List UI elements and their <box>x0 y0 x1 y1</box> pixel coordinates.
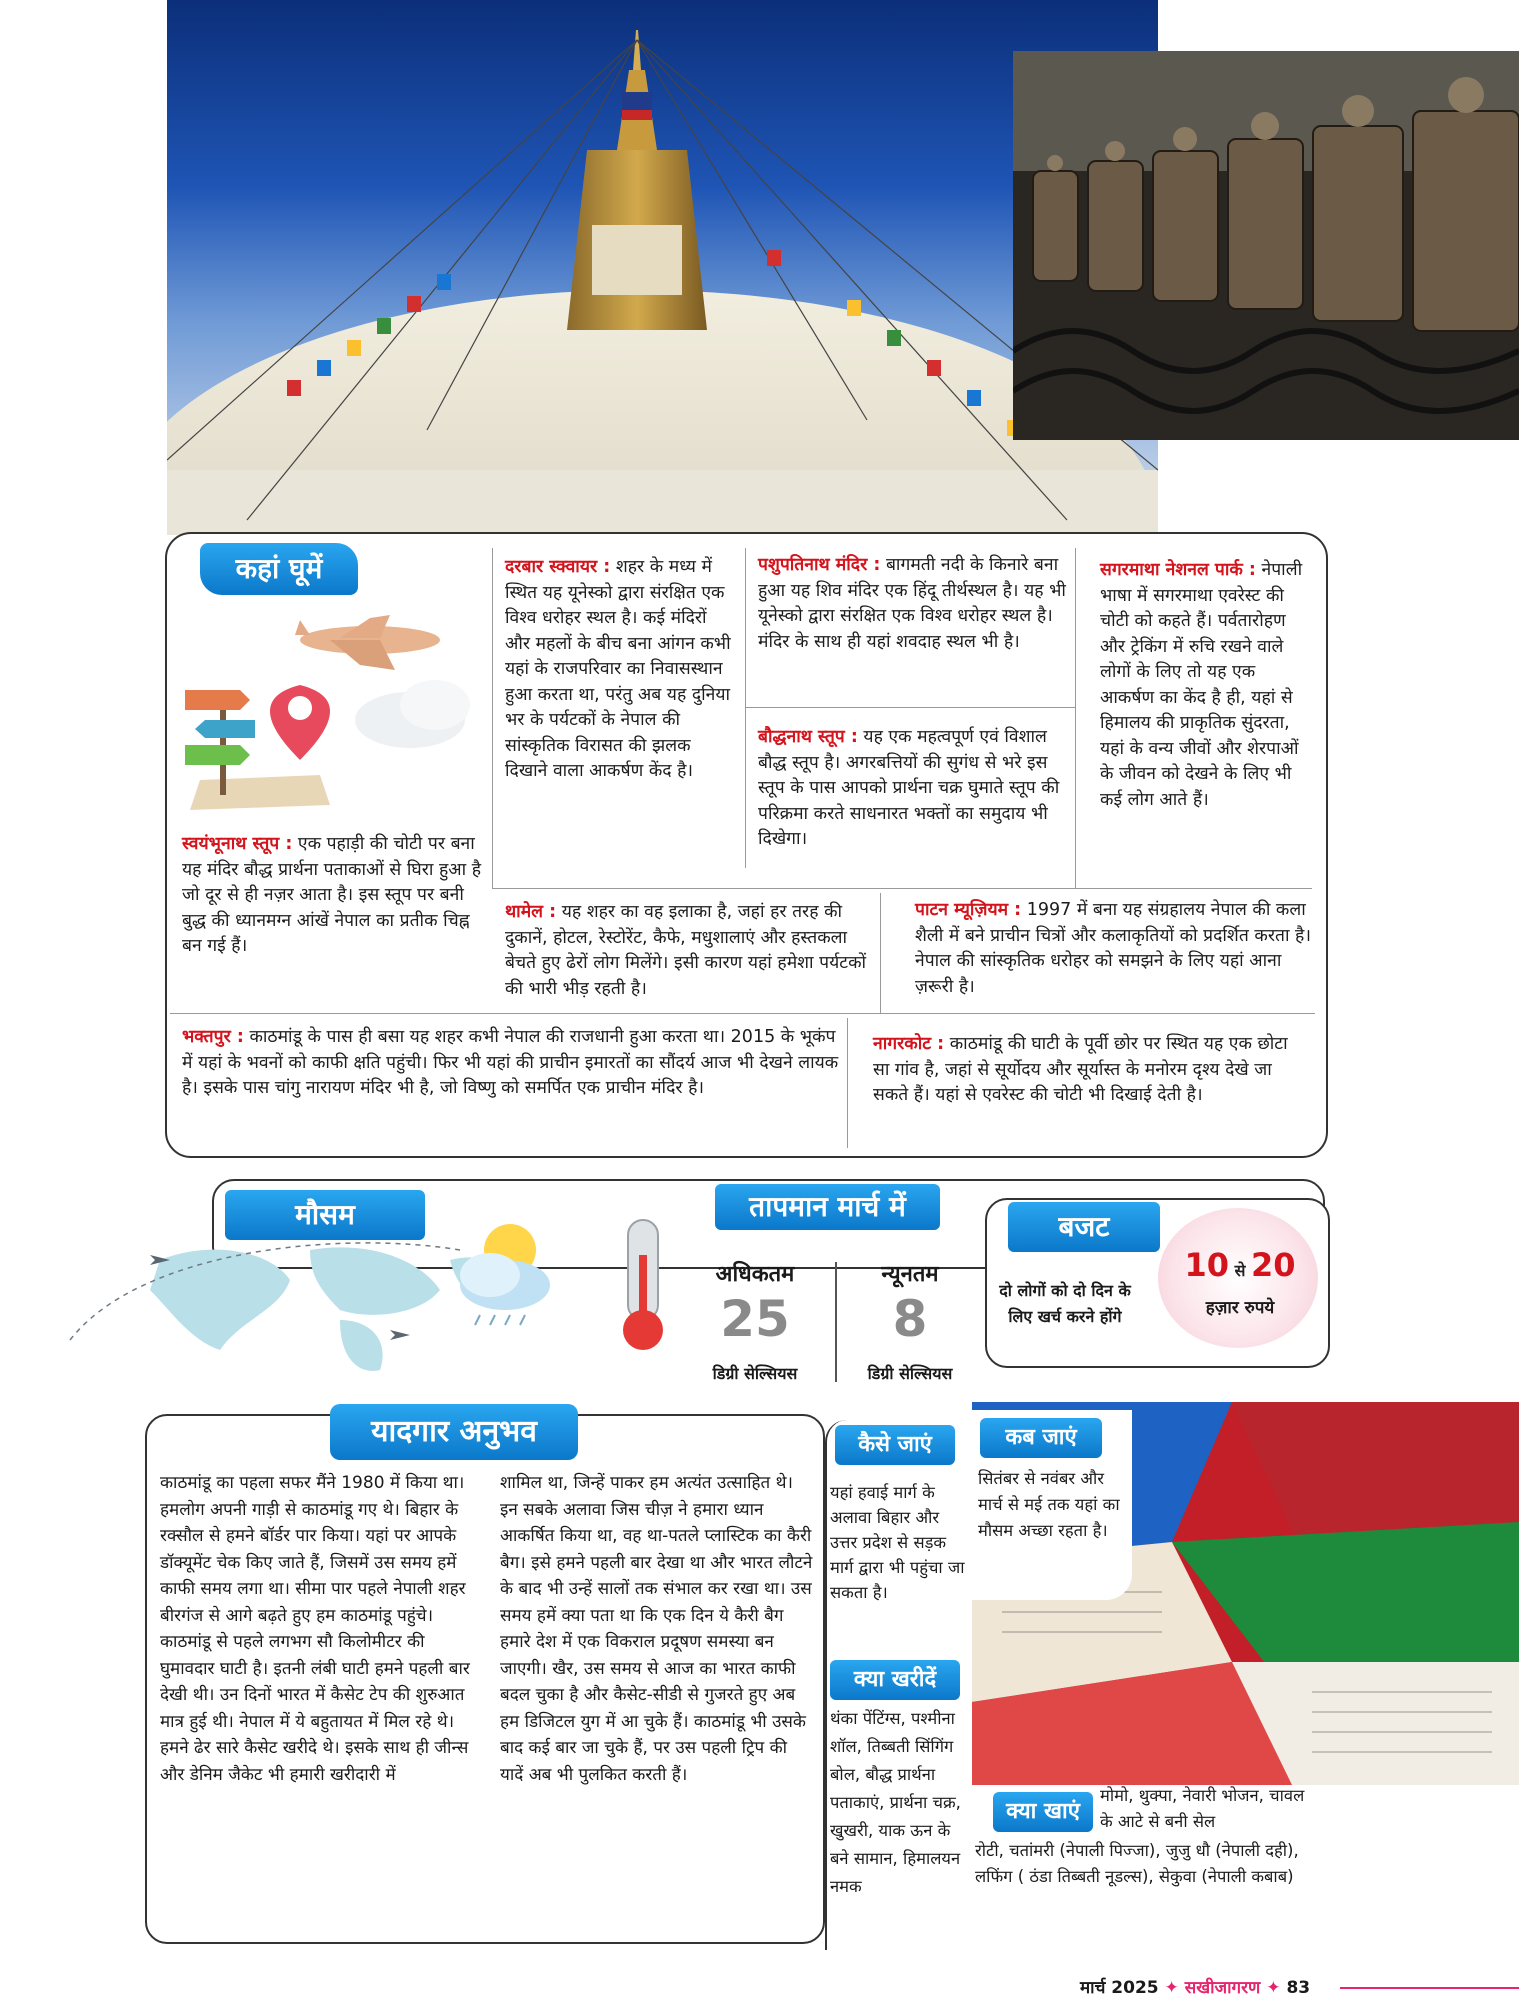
attraction-sagarmatha: सगरमाथा नेशनल पार्क : नेपाली भाषा में सगरमाथा एवरेस्ट की चोटी को कहते हैं। पर्वतारोहण और ट्रेकिंग में रुचि रखने वाले लोगों के लिए तो यह एक आकर्षण का केंद है ही, यहां से हिमालय की प्राकृतिक सुंदरता, यहां के वन्य जीवों और शेरपाओं के जीवन को देखने के लिए भी कई लोग आते हैं। <box>1100 560 1303 810</box>
attraction-text: नेपाली भाषा में सगरमाथा एवरेस्ट की चोटी को कहते हैं। पर्वतारोहण और ट्रेकिंग में रुचि रखने वाले लोगों के लिए तो यह एक आकर्षण का केंद है ही, यहां से हिमालय की प्राकृतिक सुंदरता, यहां के वन्य जीवों और शेरपाओं के जीवन को देखने के लिए भी कई लोग आते हैं। <box>1100 560 1303 810</box>
attraction-text: एक पहाड़ी की चोटी पर बना यह मंदिर बौद्ध प्रार्थना पताकाओं से घिरा हुआ है जो दूर से ही नज़र आता है। इस स्तूप पर बनी बुद्ध की ध्यानमग्न आंखें नेपाल का प्रतीक चिह्न बन गई हैं। <box>182 834 481 956</box>
airplane-icon <box>295 615 440 670</box>
max-temp-value: 25 <box>720 1290 790 1348</box>
page-number: 83 <box>1286 1978 1311 1998</box>
attraction-text: शहर के मध्य में स्थित यह यूनेस्को द्वारा संरक्षित एक विश्व धरोहर स्थल है। कई मंदिरों और महलों के बीच बना आंगन कभी यहां के राजपरिवार का निवासस्थान हुआ करता था, परंतु अब यह दुनिया भर के पर्यटकों के नेपाल की सांस्कृतिक विरासत की झलक दिखाने वाला आकर्षण केंद है। <box>505 557 731 781</box>
attraction-text: काठमांडू के पास ही बसा यह शहर कभी नेपाल की राजधानी हुआ करता था। 2015 के भूकंप में यहां के भवनों को काफी क्षति पहुंची। फिर भी यहां की प्राचीन इमारतों का सौंदर्य आज भी देखने लायक है। इसके पास चांगु नारायण मंदिर भी है, जो विष्णु को समर्पित एक प्राचीन मंदिर है। <box>182 1027 839 1098</box>
weather-cloud-sun-icon <box>455 1210 555 1330</box>
budget-title: बजट <box>1008 1202 1160 1252</box>
budget-description: दो लोगों को दो दिन के लिए खर्च करने होंगे <box>999 1281 1131 1326</box>
min-temp-label: न्यूनतम <box>881 1262 939 1287</box>
budget-to: 20 <box>1250 1246 1296 1284</box>
what-to-eat-text-1: मोमो, थुक्पा, नेवारी भोजन, चावल के आटे से बनी सेल <box>1100 1786 1305 1831</box>
what-to-eat-title: क्या खाएं <box>993 1792 1093 1832</box>
attractions-title: कहां घूमें <box>200 543 358 595</box>
how-to-go-title: कैसे जाएं <box>835 1425 955 1465</box>
attraction-name: नागरकोट <box>873 1034 932 1054</box>
max-temp-label: अधिकतम <box>715 1262 795 1287</box>
budget-amount <box>1175 1246 1305 1284</box>
world-map-illustration <box>40 1220 680 1380</box>
footer-month: मार्च 2025 <box>1080 1978 1159 1998</box>
attraction-name: पाटन म्यूज़ियम <box>915 900 1009 920</box>
footer-brand: सखीजागरण <box>1184 1978 1261 1998</box>
attraction-text: 1997 में बना यह संग्रहालय नेपाल की कला शैली में बने प्राचीन चित्रों और कलाकृतियों को प्रदर्शित करता है। नेपाल की सांस्कृतिक धरोहर को समझने के लिए यहां आना ज़रूरी है। <box>915 900 1311 997</box>
how-to-go-text: यहां हवाई मार्ग के अलावा बिहार और उत्तर प्रदेश से सड़क मार्ग द्वारा भी पहुंचा जा सकता है। <box>830 1483 965 1602</box>
min-temp-unit: डिग्री सेल्सियस <box>867 1364 953 1383</box>
attraction-text: काठमांडू की घाटी के पूर्वी छोर पर स्थित यह एक छोटा सा गांव है, जहां से सूर्योदय और सूर्यास्त के मनोरम दृश्य देखे जा सकते हैं। यहां से एवरेस्ट की चोटी भी दिखाई देती है। <box>873 1034 1288 1105</box>
attraction-swayambhunath: स्वयंभूनाथ स्तूप : एक पहाड़ी की चोटी पर बना यह मंदिर बौद्ध प्रार्थना पताकाओं से घिरा हुआ है जो दूर से ही नज़र आता है। इस स्तूप पर बनी बुद्ध की ध्यानमग्न आंखें नेपाल का प्रतीक चिह्न बन गई हैं। <box>182 834 481 956</box>
attraction-name: भक्तपुर <box>182 1027 231 1047</box>
boudhanath-stupa-photo <box>167 0 1158 535</box>
budget-from: 10 <box>1184 1246 1229 1284</box>
memorable-title: यादगार अनुभव <box>330 1404 578 1460</box>
attraction-patan-museum: पाटन म्यूज़ियम : 1997 में बना यह संग्रहालय नेपाल की कला शैली में बने प्राचीन चित्रों और कलाकृतियों को प्रदर्शित करता है। नेपाल की सांस्कृतिक धरोहर को समझने के लिए यहां आना ज़रूरी है। <box>915 900 1311 997</box>
attraction-text: बागमती नदी के किनारे बना हुआ यह शिव मंदिर एक हिंदू तीर्थस्थल है। यह भी यूनेस्को द्वारा संरक्षित एक विश्व धरोहर स्थल है। मंदिर के साथ ही यहां शवदाह स्थल भी है। <box>758 555 1066 652</box>
attraction-name: सगरमाथा नेशनल पार्क <box>1100 560 1243 580</box>
travel-illustration <box>180 610 480 810</box>
attraction-name: थामेल <box>505 902 544 922</box>
attraction-name: पशुपतिनाथ मंदिर <box>758 555 868 575</box>
weather-title: मौसम <box>225 1190 425 1240</box>
attraction-name: बौद्धनाथ स्तूप <box>758 727 845 747</box>
attraction-name: स्वयंभूनाथ स्तूप <box>182 834 280 854</box>
footer-line <box>1340 1987 1519 1989</box>
attraction-name: दरबार स्क्वायर <box>505 557 598 577</box>
what-to-buy-text: थंका पेंटिंग्स, पश्मीना शॉल, तिब्बती सिंगिंग बोल, बौद्ध प्रार्थना पताकाएं, प्रार्थना चक्र, खुखरी, याक ऊन के बने सामान, हिमालयन नमक <box>830 1709 961 1896</box>
when-to-go-text: सितंबर से नवंबर और मार्च से मई तक यहां का मौसम अच्छा रहता है। <box>978 1469 1120 1540</box>
budget-unit: हज़ार रुपये <box>1205 1298 1275 1318</box>
what-to-buy-title: क्या खरीदें <box>830 1660 960 1700</box>
map-pin-icon <box>270 685 330 760</box>
memorable-column-1: काठमांडू का पहला सफर मैंने 1980 में किया था। हमलोग अपनी गाड़ी से काठमांडू गए थे। बिहार के रक्सौल से हमने बॉर्डर पार किया। यहां पर आपके डॉक्यूमेंट चेक किए जाते हैं, जिसमें उस समय हमें काफी समय लगा था। सीमा पार पहले नेपाली शहर बीरगंज से आगे बढ़ते हुए हम काठमांडू पहुंचे। काठमांडू से पहले लगभग सौ किलोमीटर की घुमावदार घाटी है। इतनी लंबी घाटी हमने पहली बार देखी थी। उन दिनों भारत में कैसेट टेप की शुरुआत मात्र हुई थी। नेपाल में ये बहुतायत में मिल रहे थे। हमने ढेर सारे कैसेट खरीदे थे। इसके साथ ही जीन्स और डेनिम जैकेट भी हमारी खरीदारी में <box>160 1473 470 1785</box>
min-temp-value: 8 <box>892 1290 928 1348</box>
attraction-text: यह एक महत्वपूर्ण एवं विशाल बौद्ध स्तूप है। अगरबत्तियों की सुगंध से भरे इस स्तूप के पास आपको प्रार्थना चक्र घुमाते स्तूप की परिक्रमा करते साधनारत भक्तों का समुदाय भी दिखेगा। <box>758 727 1060 849</box>
attraction-thamel: थामेल : यह शहर का वह इलाका है, जहां हर तरह की दुकानें, होटल, रेस्टोरेंट, कैफे, मधुशालाएं और हस्तकला बेचते हुए ढेरों लोग मिलेंगे। इसी कारण यहां हमेशा पर्यटकों की भारी भीड़ रहती है। <box>505 902 867 999</box>
attraction-boudhanath: बौद्धनाथ स्तूप : यह एक महत्वपूर्ण एवं विशाल बौद्ध स्तूप है। अगरबत्तियों की सुगंध से भरे इस स्तूप के पास आपको प्रार्थना चक्र घुमाते स्तूप की परिक्रमा करते साधनारत भक्तों का समुदाय भी दिखेगा। <box>758 727 1060 849</box>
attraction-text: यह शहर का वह इलाका है, जहां हर तरह की दुकानें, होटल, रेस्टोरेंट, कैफे, मधुशालाएं और हस्तकला बेचते हुए ढेरों लोग मिलेंगे। इसी कारण यहां हमेशा पर्यटकों की भारी भीड़ रहती है। <box>505 902 867 999</box>
budget-separator: से <box>1234 1261 1246 1280</box>
thermometer-icon <box>610 1215 675 1355</box>
when-to-go-title: कब जाएं <box>980 1418 1102 1458</box>
prayer-wheels-photo <box>1013 51 1519 440</box>
what-to-eat-text-2: रोटी, चतांमरी (नेपाली पिज्जा), जुजु धौ (नेपाली दही), लफिंग ( ठंडा तिब्बती नूडल्स), सेकुवा (नेपाली कबाब) <box>975 1841 1299 1886</box>
page-footer: मार्च 2025 ✦ सखीजागरण ✦ 83 <box>1080 1978 1311 1998</box>
temperature-title: तापमान मार्च में <box>715 1184 940 1230</box>
attraction-pashupatinath: पशुपतिनाथ मंदिर : बागमती नदी के किनारे बना हुआ यह शिव मंदिर एक हिंदू तीर्थस्थल है। यह भी यूनेस्को द्वारा संरक्षित एक विश्व धरोहर स्थल है। मंदिर के साथ ही यहां शवदाह स्थल भी है। <box>758 555 1066 652</box>
attraction-bhaktapur: भक्तपुर : काठमांडू के पास ही बसा यह शहर कभी नेपाल की राजधानी हुआ करता था। 2015 के भूकंप में यहां के भवनों को काफी क्षति पहुंची। फिर भी यहां की प्राचीन इमारतों का सौंदर्य आज भी देखने लायक है। इसके पास चांगु नारायण मंदिर भी है, जो विष्णु को समर्पित एक प्राचीन मंदिर है। <box>182 1027 839 1098</box>
attraction-nagarkot: नागरकोट : काठमांडू की घाटी के पूर्वी छोर पर स्थित यह एक छोटा सा गांव है, जहां से सूर्योदय और सूर्यास्त के मनोरम दृश्य देखे जा सकते हैं। यहां से एवरेस्ट की चोटी भी दिखाई देती है। <box>873 1034 1288 1105</box>
max-temp-unit: डिग्री सेल्सियस <box>712 1364 798 1383</box>
memorable-column-2: शामिल था, जिन्हें पाकर हम अत्यंत उत्साहित थे। इन सबके अलावा जिस चीज़ ने हमारा ध्यान आकर्षित किया था, वह था-पतले प्लास्टिक का कैरी बैग। इसे हमने पहली बार देखा था और भारत लौटने के बाद भी उन्हें सालों तक संभाल कर रखा था। उस समय हमें क्या पता था कि एक दिन ये कैरी बैग हमारे देश में एक विकराल प्रदूषण समस्या बन जाएगी। खैर, उस समय से आज का भारत काफी बदल चुका है और कैसेट-सीडी से गुजरते हुए अब हम डिजिटल युग में आ चुके हैं। काठमांडू भी उसके बाद कई बार जा चुके हैं, पर उस पहली ट्रिप की यादें अब भी पुलकित करती हैं। <box>500 1473 813 1785</box>
attraction-darbar-square: दरबार स्क्वायर : शहर के मध्य में स्थित यह यूनेस्को द्वारा संरक्षित एक विश्व धरोहर स्थल है। कई मंदिरों और महलों के बीच बना आंगन कभी यहां के राजपरिवार का निवासस्थान हुआ करता था, परंतु अब यह दुनिया भर के पर्यटकों के नेपाल की सांस्कृतिक विरासत की झलक दिखाने वाला आकर्षण केंद है। <box>505 557 731 781</box>
